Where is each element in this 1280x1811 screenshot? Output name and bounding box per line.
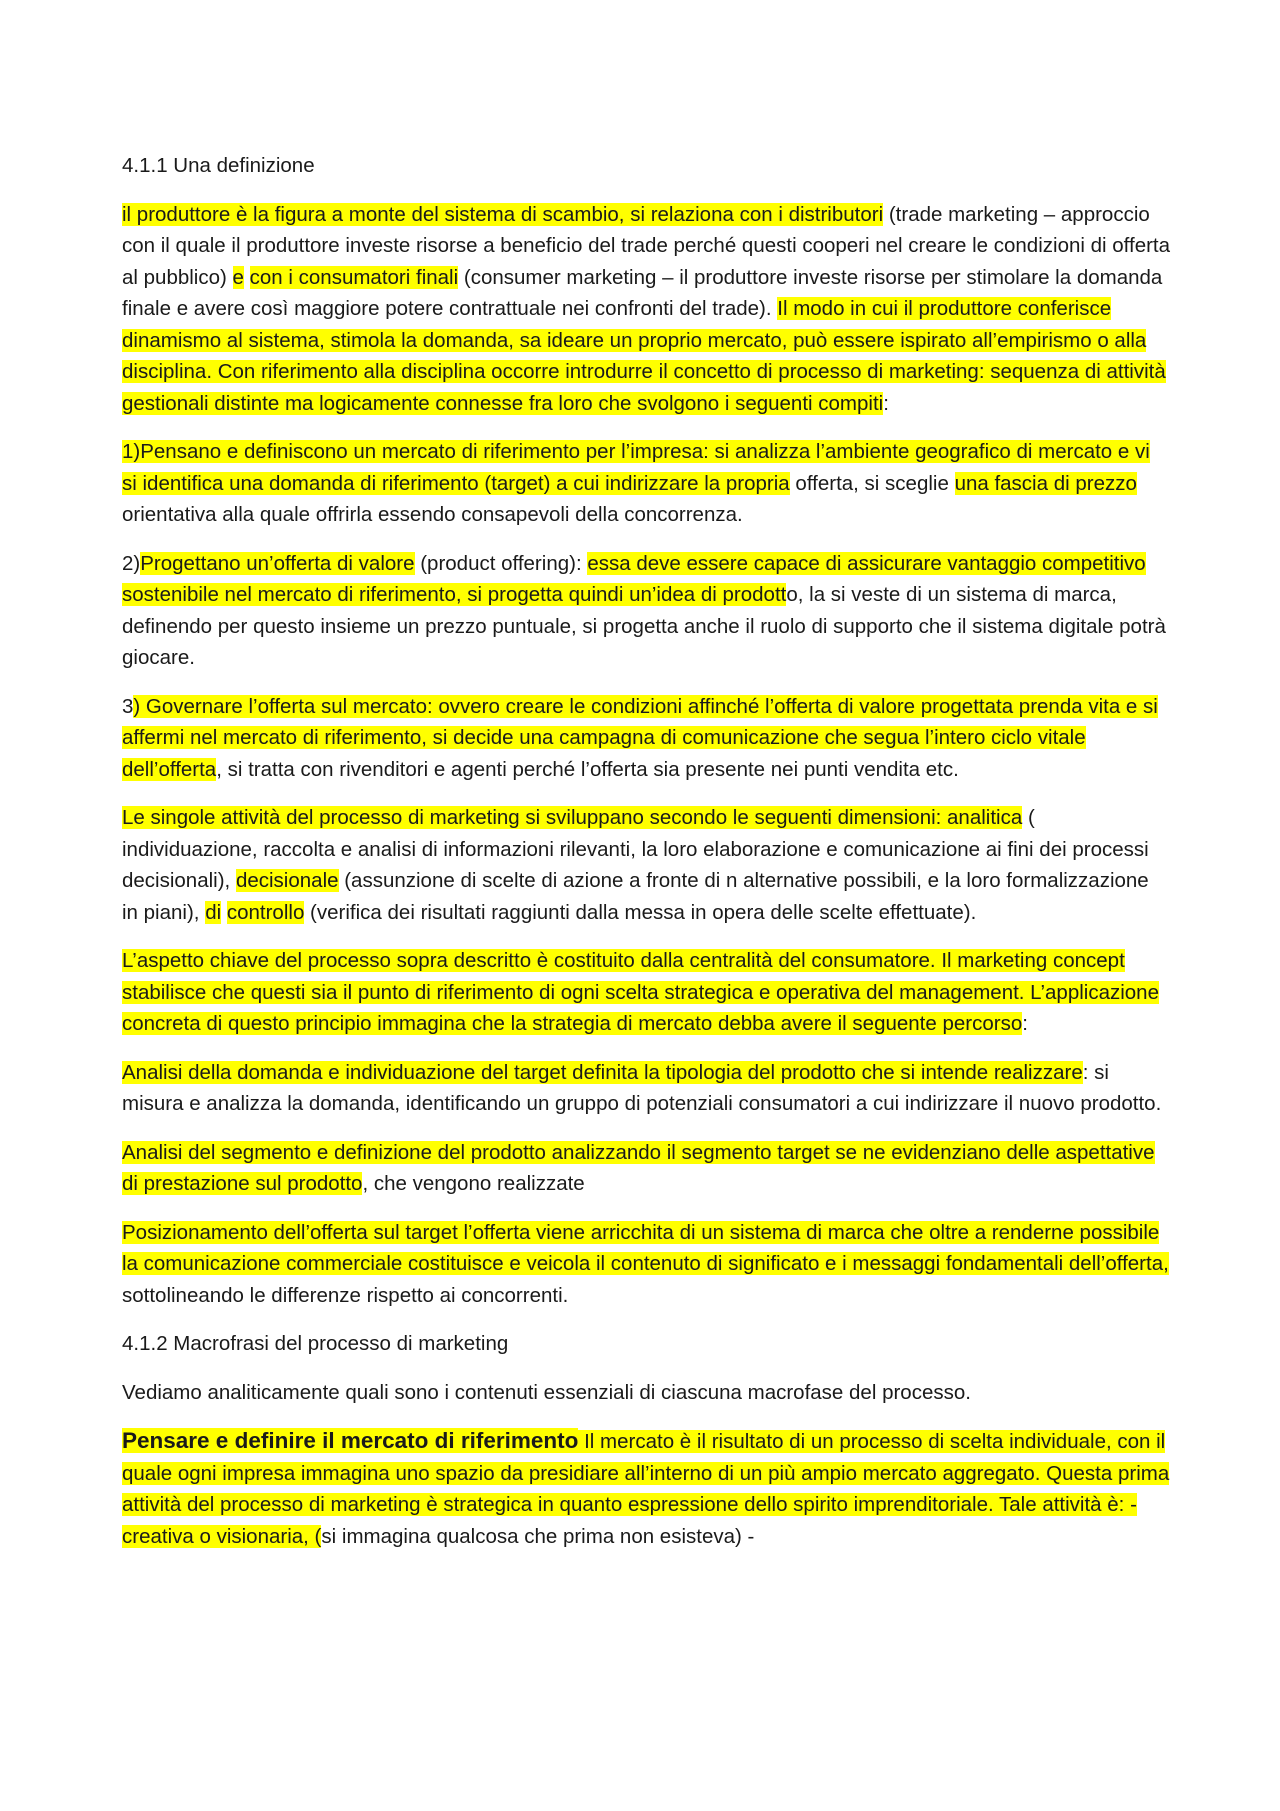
highlighted-text: Posizionamento dell’offerta sul target (122, 1220, 464, 1244)
text-run: ( individuazione, raccolta e analisi di informazioni rilevanti, la loro elaborazione e comunicazione ai fini dei processi decisionali), (122, 806, 1149, 892)
text-run: , che vengono realizzate (362, 1172, 585, 1195)
highlighted-text: ) Governare l’offerta sul mercato: ovvero creare le condizioni affinché l’offerta di valore progettata prenda vita e si affermi nel mercato di riferimento, si decide una campagna di comunicazione che segua l’intero ciclo vitale dell’offerta (122, 694, 1158, 781)
text-run (244, 266, 250, 289)
text-run: , si tratta con rivenditori e agenti perché l’offerta sia presente nei punti vendita etc. (216, 757, 959, 781)
highlighted-text: con i consumatori finali (249, 265, 459, 289)
paragraph-task-3 (122, 691, 1170, 786)
text-run: 3 (122, 694, 134, 718)
text-run: (verifica dei risultati raggiunti dalla messa in opera delle scelte effettuate). (304, 900, 977, 924)
highlighted-text: L’aspetto chiave del processo sopra descritto è costituito dalla centralità del consumatore. Il marketing concept stabilisce che questi sia il punto di riferimento di ogni scelta strategica e operativa del management. L’applicazione concreta di questo principio immagina che la strategia di mercato debba avere il seguente percorso (122, 949, 1159, 1035)
highlighted-text: Il modo in cui il produttore conferisce dinamismo al sistema, stimola la domanda, sa ideare un proprio mercato, può essere ispirato all’empirismo o alla disciplina. Con riferimento alla disciplina occorre introdurre il concetto di processo di marketing: sequenza di attività gestionali distinte ma logicamente connesse fra loro che svolgono i seguenti compiti (122, 297, 1166, 415)
text-run: (trade marketing – approccio con il quale il produttore investe risorse a beneficio del trade perché questi cooperi nel creare le condizioni di offerta al pubblico) (122, 202, 1171, 289)
highlighted-text: controllo (226, 900, 305, 924)
highlighted-text: l’offerta viene arricchita di un sistema di marca che oltre a renderne possibile la comunicazione commerciale costituisce e veicola il contenuto di significato e i messaggi fondamentali dell’offerta, (122, 1220, 1169, 1275)
text-run: orientativa alla quale offrirla essendo consapevoli della concorrenza. (122, 503, 743, 526)
paragraph-task-1 (122, 436, 1170, 531)
highlighted-text: Le singole attività del processo di marketing si sviluppano secondo le seguenti dimensioni: analitica (122, 806, 1023, 829)
text-run: (product offering): (414, 551, 588, 575)
highlighted-text: Analisi del segmento e definizione del prodotto (122, 1140, 552, 1164)
highlighted-text: 1)Pensano e definiscono un mercato di riferimento per l’impresa: si analizza l’ambiente geografico di mercato e vi si identifica una domanda di riferimento (target) a cui indirizzare la propria (122, 440, 1150, 495)
highlighted-text: e (232, 265, 244, 289)
highlighted-text: analizzando il segmento target se ne evidenziano delle aspettative di prestazione sul prodotto (122, 1140, 1155, 1195)
paragraph-consumer-centrality (122, 945, 1170, 1040)
text-run: sottolineando le differenze rispetto ai concorrenti. (122, 1283, 569, 1307)
text-run: Vediamo analiticamente quali sono i contenuti essenziali di ciascuna macrofase del processo. (122, 1380, 971, 1404)
paragraph-dimensions (122, 802, 1170, 928)
paragraph-demand-analysis (122, 1057, 1170, 1120)
highlighted-text: Progettano un’offerta di valore (140, 551, 415, 575)
text-run: : (883, 391, 889, 415)
text-run: (consumer marketing – il produttore investe risorse per stimolare la domanda finale e avere così maggiore potere contrattuale nei confronti del trade). (122, 265, 1163, 320)
text-run: offerta, si sceglie (789, 471, 955, 495)
paragraph-positioning (122, 1217, 1170, 1312)
text-run (221, 901, 227, 924)
highlighted-text: Il mercato è il risultato di un processo di scelta individuale, con il quale ogni impresa immagina uno spazio da presidiare all’interno di un più ampio mercato aggregato. Questa prima attività del processo di marketing è strategica in quanto espressione dello spirito imprenditoriale. Tale attività è: - creativa o visionaria, ( (122, 1430, 1170, 1548)
document-page (122, 150, 1170, 1569)
highlighted-text: di (205, 900, 222, 924)
text-run: o, la si veste di un sistema di marca, definendo per questo insieme un prezzo puntuale, si progetta anche il ruolo di supporto che il sistema digitale potrà giocare. (122, 583, 1166, 669)
highlighted-text: il produttore è la figura a monte del sistema di scambio, si relaziona con i distributori (122, 202, 884, 226)
text-run: si immagina qualcosa che prima non esisteva) - (321, 1524, 755, 1548)
highlighted-text: decisionale (235, 869, 339, 892)
bold-subheading: Pensare e definire il mercato di riferimento (122, 1428, 579, 1453)
paragraph-market-definition (122, 1425, 1170, 1552)
highlighted-text: essa deve essere capace di assicurare vantaggio competitivo sostenibile nel mercato di riferimento, si progetta quindi un’idea di prodott (122, 551, 1146, 606)
highlighted-text: una fascia di prezzo (954, 471, 1137, 495)
section-heading-4-1-2: 4.1.2 Macrofrasi del processo di marketing (122, 1332, 509, 1355)
highlighted-text: definita la tipologia del prodotto che si intende realizzare (572, 1060, 1083, 1084)
text-run: : si misura e analizza la domanda, identificando un gruppo di potenziali consumatori a cui indirizzare il nuovo prodotto. (122, 1060, 1162, 1115)
paragraph-task-2 (122, 548, 1170, 674)
paragraph-producer-definition (122, 199, 1170, 420)
text-run: 2) (122, 551, 141, 575)
paragraph-macrophase-intro (122, 1377, 1170, 1409)
text-run: (assunzione di scelte di azione a fronte di n alternative possibili, e la loro formalizzazione in piani), (122, 869, 1149, 924)
paragraph-segment-analysis (122, 1137, 1170, 1200)
section-heading-4-1-1: 4.1.1 Una definizione (122, 154, 315, 177)
text-run: : (1022, 1012, 1028, 1035)
highlighted-text: Analisi della domanda e individuazione del target (122, 1060, 573, 1084)
